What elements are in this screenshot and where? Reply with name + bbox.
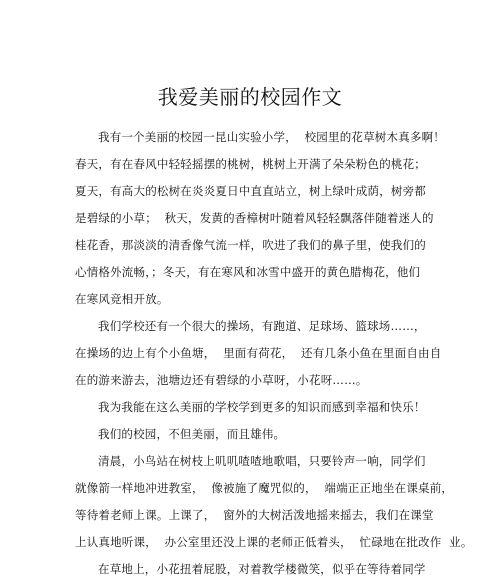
- paragraph-line: 桂花香，那淡淡的清香像气流一样，吹进了我们的鼻子里，使我们的: [75, 238, 426, 252]
- paragraph-line: 等待着老师上课。上课了， 窗外的大树活泼地摇来摇去，我们在课堂: [75, 508, 434, 522]
- paragraph-line: 上认真地听课， 办公室里还没上课的老师正低着头， 忙碌地在批改作 业。: [75, 535, 473, 549]
- paragraph-line: 在寒风竞相开放。: [75, 292, 169, 306]
- paragraph-line: 我们的校园，不但美丽，而且雄伟。: [98, 427, 286, 441]
- paragraph-line: 我们学校还有一个很大的操场，有跑道、足球场、篮球场……，: [98, 319, 426, 333]
- paragraph-line: 是碧绿的小草； 秋天，发黄的香樟树叶随着风轻轻飘落伴随着迷人的: [75, 211, 434, 225]
- paragraph-line: 心情格外流畅，；冬天，有在寒风和冰雪中盛开的黄色腊梅花，他们: [75, 265, 421, 279]
- document-body: [75, 124, 475, 583]
- paragraph-line: 在操场的边上有个小鱼塘， 里面有荷花， 还有几条小鱼在里面自由自: [75, 346, 442, 360]
- paragraph-line: 春天，有在春风中轻轻摇摆的桃树，桃树上开满了朵朵粉色的桃花；: [75, 157, 426, 171]
- document-title: 我爱美丽的校园作文: [157, 85, 343, 109]
- paragraph-line: 夏天，有高大的松树在炎炎夏日中直直站立，树上绿叶成荫，树旁都: [75, 184, 426, 198]
- paragraph-line: 我有一个美丽的校园一昆山实验小学， 校园里的花草树木真多啊！: [98, 130, 446, 144]
- paragraph-line: 就像箭一样地冲进教室， 像被施了魔咒似的， 端端正正地坐在课桌前，: [75, 481, 454, 495]
- paragraph-line: 我为我能在这么美丽的学校学到更多的知识而感到幸福和快乐！: [98, 400, 426, 414]
- paragraph-line: 在草地上，小花扭着屁股，对着教学楼微笑，似乎在等待着同学: [98, 562, 426, 576]
- paragraph-line: 清晨，小鸟站在树枝上叽叽喳喳地歌唱，只要铃声一响，同学们: [98, 454, 426, 468]
- paragraph-line: 在的游来游去，池塘边还有碧绿的小草呀，小花呀……。: [75, 373, 368, 387]
